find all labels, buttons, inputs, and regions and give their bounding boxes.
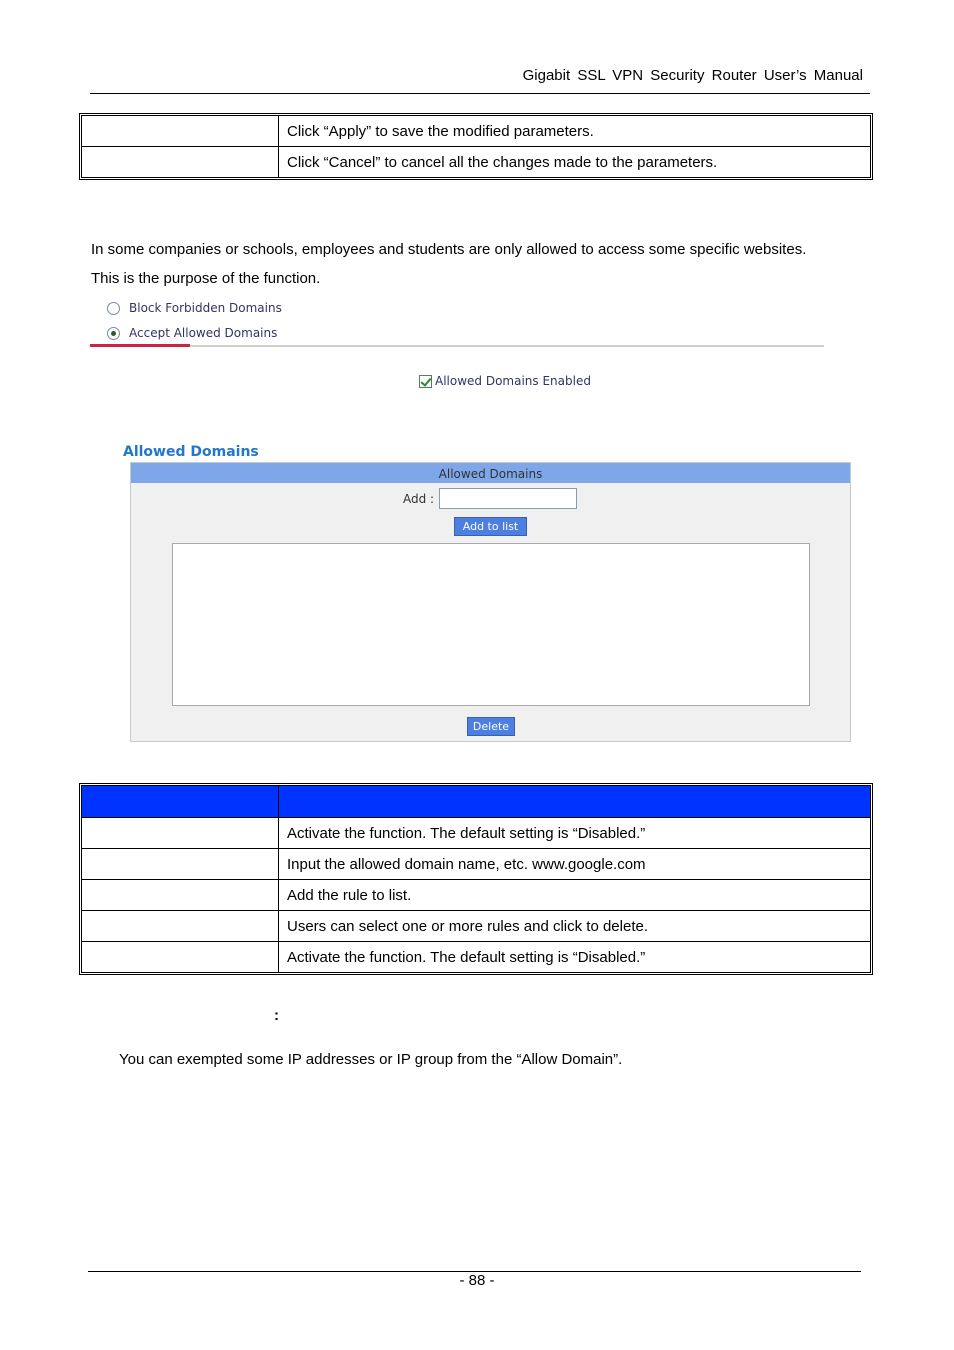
page-number: - 88 - (459, 1272, 495, 1289)
table-row (82, 147, 871, 178)
intro-paragraph-line-2: This is the purpose of the function. (91, 270, 321, 287)
table-cell-description: Activate the function. The default setting is “Disabled.” (279, 818, 871, 849)
table-row (82, 911, 871, 942)
panel-header: Allowed Domains (131, 463, 850, 483)
parameter-description-table (81, 785, 871, 973)
header-divider (90, 93, 870, 94)
apply-cancel-table (81, 115, 871, 178)
table-cell-description: Users can select one or more rules and click to delete. (279, 911, 871, 942)
table-cell-description: Click “Cancel” to cancel all the changes made to the parameters. (279, 147, 871, 178)
add-to-list-button[interactable]: Add to list (454, 517, 527, 536)
table-cell-label (82, 147, 279, 178)
table-row (82, 849, 871, 880)
table-cell-description: Input the allowed domain name, etc. www.google.com (279, 849, 871, 880)
table-row (82, 880, 871, 911)
table-cell-label (82, 849, 279, 880)
checkbox-checked-icon[interactable] (419, 375, 432, 388)
table-cell-label (82, 942, 279, 973)
add-label: Add : (403, 492, 435, 506)
table-row (82, 942, 871, 973)
table-row (82, 818, 871, 849)
table-row (82, 116, 871, 147)
allowed-domains-list[interactable] (172, 543, 810, 706)
subsection-heading-colon: : (274, 1007, 279, 1024)
manual-title: Gigabit SSL VPN Security Router User’s Manual (522, 67, 863, 84)
radio-label: Accept Allowed Domains (129, 326, 278, 340)
table-cell-description: Add the rule to list. (279, 880, 871, 911)
active-tab-indicator (90, 344, 190, 347)
add-domain-input[interactable] (439, 488, 577, 509)
intro-paragraph-line-1: In some companies or schools, employees and students are only allowed to access some specific websites. (91, 241, 807, 258)
table-header-cell (279, 786, 871, 818)
table-header-cell (82, 786, 279, 818)
allowed-domains-enabled-checkbox[interactable] (419, 374, 591, 388)
table-cell-description: Click “Apply” to save the modified parameters. (279, 116, 871, 147)
table-cell-label (82, 818, 279, 849)
table-header-row (82, 786, 871, 818)
radio-selected-icon[interactable] (107, 327, 120, 340)
radio-accept-allowed-domains[interactable] (107, 326, 277, 340)
radio-label: Block Forbidden Domains (129, 301, 282, 315)
table-cell-description: Activate the function. The default setting is “Disabled.” (279, 942, 871, 973)
radio-block-forbidden-domains[interactable] (107, 301, 282, 315)
table-cell-label (82, 880, 279, 911)
checkbox-label: Allowed Domains Enabled (435, 374, 591, 388)
table-cell-label (82, 911, 279, 942)
delete-button[interactable]: Delete (467, 717, 515, 736)
allowed-domains-panel (130, 462, 851, 742)
exempt-paragraph: You can exempted some IP addresses or IP group from the “Allow Domain”. (119, 1051, 623, 1068)
section-title: Allowed Domains (123, 444, 259, 460)
radio-unselected-icon[interactable] (107, 302, 120, 315)
tab-divider (90, 345, 824, 347)
table-cell-label (82, 116, 279, 147)
